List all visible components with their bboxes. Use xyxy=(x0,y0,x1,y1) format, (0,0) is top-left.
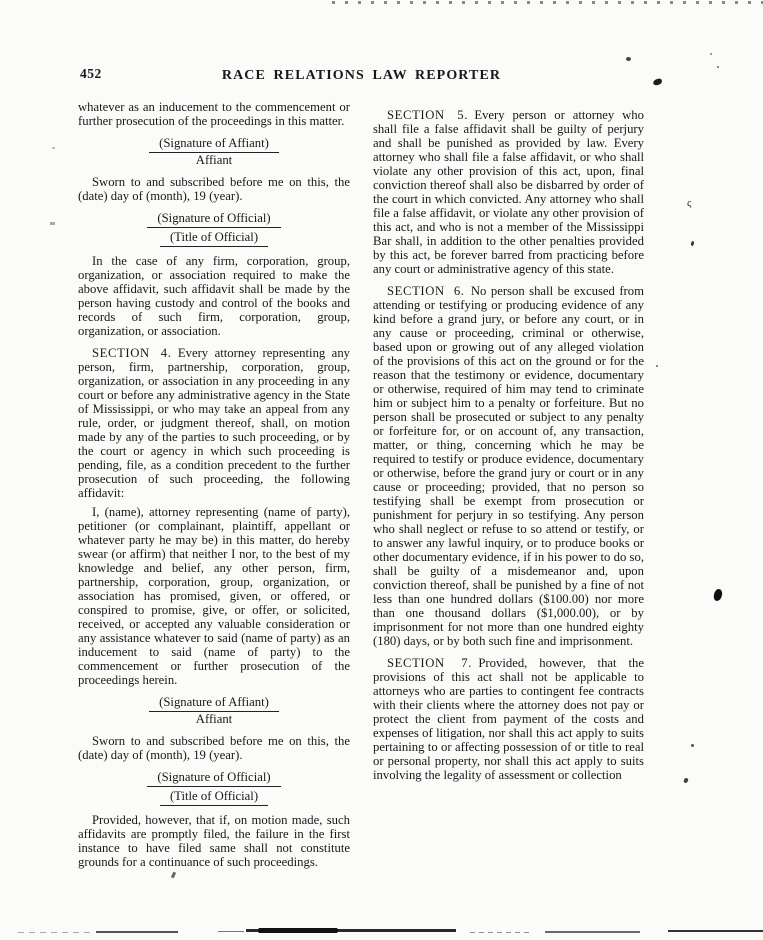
signature-block xyxy=(78,693,350,727)
signature-block xyxy=(78,134,350,168)
ink-speck xyxy=(717,66,719,68)
paragraph: In the case of any firm, corporation, group, organization, or association required to make the above affidavit, such affidavit shall be made by the person having custody and control of the books and records of such firm, corporation, group, organization, or association. xyxy=(78,254,350,338)
paragraph: I, (name), attorney representing (name of party), petitioner (or complainant, plaintiff, appellant or whatever party he may be) in this matter, do hereby swear (or affirm) that neither I nor, to the best of my knowledge and belief, any other person, firm, partnership, corporation, group, organization, or association has promised, given, or offered, or conspired to promise, give, or offer, or solicited, received, or accepted any valuable consideration or any assistance whatever to said (name of party) as an inducement to said (name of party) to the commencement or further prosecution of the proceedings herein. xyxy=(78,505,350,687)
ink-speck xyxy=(171,872,176,879)
section-paragraph: SECTION 6. No person shall be excused from attending or testifying or producing evidence of any kind before a grand jury, or before any court, or in any cause or proceeding, criminal or otherwise, based upon or growing out of any alleged violation of the provisions of this act on the ground or for the reason that the testimony or evidence, documentary or otherwise, required of him may tend to criminate him or subject him to a penalty or forfeiture. But no person shall be prosecuted or subject to any penalty or forfeiture for, or on account of, any transaction, matter, or thing, concerning which he may be required to testify or produce evidence, documentary or otherwise, before the grand jury or court or in any cause or proceeding; provided, that no person so testifying shall be exempt from prosecution or punishment for perjury in so testifying. Any person who shall neglect or refuse to so attend or testify, or to answer any lawful inquiry, or to produce books or other documentary evidence, if in his power to do so, shall be guilty of a misdemeanor and, upon conviction thereof, shall be punished by a fine of not less than one hundred dollars ($100.00) nor more than one thousand dollars ($1,000.00), or by imprisonment for not more than one hundred eighty (180) days, or by both such fine and imprisonment. xyxy=(373,284,644,648)
signature-block xyxy=(78,768,350,806)
signature-caption: Affiant xyxy=(195,153,233,167)
paragraph: Sworn to and subscribed before me on this, the (date) day of (month), 19 (year). xyxy=(78,175,350,203)
ink-speck xyxy=(713,589,723,602)
right-column xyxy=(373,100,644,787)
signature-line: (Signature of Affiant) xyxy=(149,693,279,712)
ink-speck xyxy=(50,222,55,225)
ink-speck xyxy=(691,744,694,747)
section-label: SECTION 6. xyxy=(387,284,465,298)
ink-speck xyxy=(652,78,662,86)
page-number: 452 xyxy=(80,66,102,81)
left-column xyxy=(78,100,350,874)
signature-line: (Title of Official) xyxy=(160,787,268,806)
paragraph: Provided, however, that if, on motion made, such affidavits are promptly filed, the failure in the first instance to have filed same shall not constitute grounds for a continuance of such proceedings. xyxy=(78,813,350,869)
ink-speck xyxy=(52,147,55,149)
ink-speck xyxy=(656,365,658,367)
ink-speck xyxy=(690,241,694,247)
signature-caption: Affiant xyxy=(195,712,233,726)
paragraph: Sworn to and subscribed before me on this, the (date) day of (month), 19 (year). xyxy=(78,734,350,762)
ink-speck xyxy=(626,57,631,61)
signature-line: (Signature of Official) xyxy=(147,768,280,787)
dotted-edge-line xyxy=(332,1,763,4)
section-paragraph: SECTION 4. Every attorney representing any person, firm, partnership, corporation, group, organization, or association in any proceeding in any court or before any administrative agency in the State of Mississippi, or who may take an appeal from any rule, order, or judgment thereof, shall, on motion made by any of the parties to such proceeding, or by the court or agency in which such proceeding is pending, file, as a condition precedent to the further prosecution of such proceeding, the following affidavit: xyxy=(78,346,351,500)
section-label: SECTION 4. xyxy=(92,346,172,360)
ink-speck: ς xyxy=(687,197,692,209)
ink-speck xyxy=(710,53,712,55)
section-label: SECTION 7. xyxy=(387,656,473,670)
header-title: RACE RELATIONS LAW REPORTER xyxy=(221,68,502,83)
signature-line: (Signature of Affiant) xyxy=(149,134,279,153)
section-label: SECTION 5. xyxy=(387,108,468,122)
signature-block xyxy=(78,209,350,247)
section-paragraph: SECTION 5. Every person or attorney who shall file a false affidavit shall be guilty of perjury and shall be punished as provided by law. Every attorney who shall file a false affidavit, or who shall violate any other provision of this act, upon, final conviction thereof shall also be disbarred by order of the court in which convicted. Any attorney who shall file a false affidavit, or violate any other provision of this act, and who is not a member of the Mississippi Bar shall, in addition to the other penalties provided by this act, be forever barred from practicing before any court or administrative agency of this state. xyxy=(373,108,644,276)
running-header xyxy=(78,66,645,84)
signature-line: (Title of Official) xyxy=(160,228,268,247)
ink-speck xyxy=(683,777,688,783)
section-paragraph: SECTION 7. Provided, however, that the provisions of this act shall not be applicable to attorneys who are parties to contingent fee contracts with their clients where the attorney does not pay or protect the client from payment of the costs and expenses of litigation, nor shall this act apply to suits pertaining to or affecting possession of or title to real or personal property, nor shall this act apply to suits involving the legality of assessment or collection xyxy=(373,656,644,782)
paragraph: whatever as an inducement to the commencement or further prosecution of the proceedings in this matter. xyxy=(78,100,350,128)
signature-line: (Signature of Official) xyxy=(147,209,280,228)
